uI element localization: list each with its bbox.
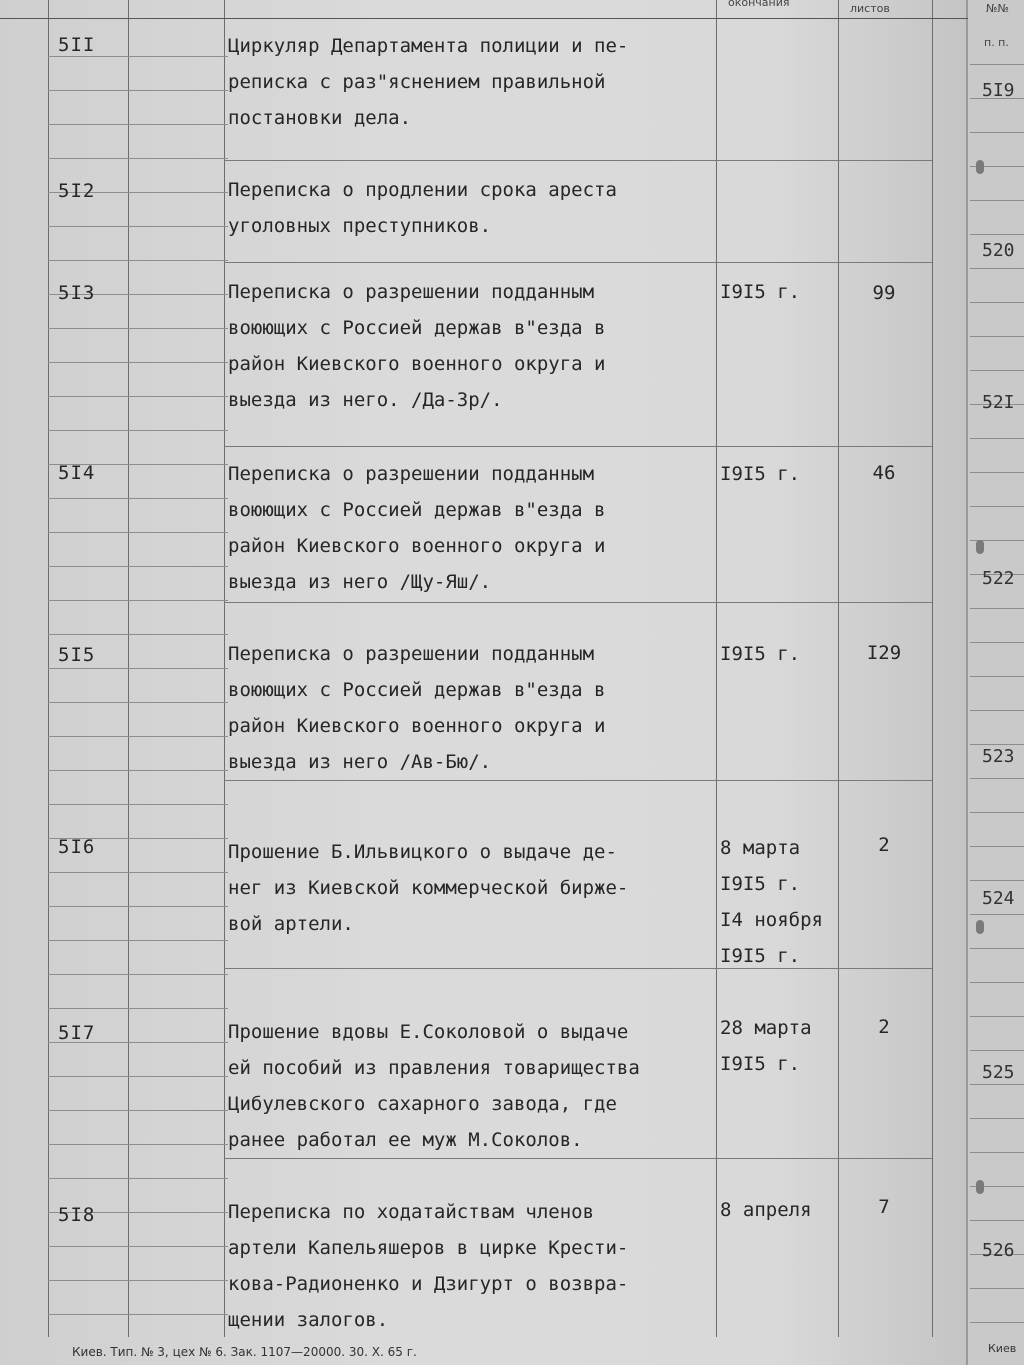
ruled-line <box>970 200 1024 201</box>
ruled-line <box>970 1152 1024 1153</box>
ruled-line <box>970 1322 1024 1323</box>
record-separator <box>224 780 932 781</box>
ruled-line <box>970 472 1024 473</box>
ruled-line <box>970 744 1024 745</box>
ruled-line <box>48 940 228 941</box>
ruled-line <box>970 642 1024 643</box>
record-sheets: 7 <box>878 1196 890 1218</box>
ruled-line <box>970 846 1024 847</box>
ruled-line <box>970 948 1024 949</box>
adjacent-page-number: 520 <box>982 240 1015 261</box>
ruled-line <box>48 328 228 329</box>
ruled-line <box>970 1084 1024 1085</box>
ruled-line <box>970 506 1024 507</box>
record-sheets: 2 <box>878 834 890 856</box>
adjacent-page-number: 52I <box>982 392 1015 413</box>
ruled-line <box>970 64 1024 65</box>
ruled-line <box>970 302 1024 303</box>
record-sheets: 46 <box>872 462 896 484</box>
record-title: Прошение вдовы Е.Соколовой о выдаче ей пособий из правления товарищества Цибулевского сахарного завода, где ранее работал ее муж М.Соколов. <box>228 1021 640 1151</box>
ruled-line <box>48 634 228 635</box>
ruled-line <box>970 914 1024 915</box>
ruled-line <box>48 1110 228 1111</box>
record-sheets: 99 <box>872 282 896 304</box>
header-date: окончания <box>728 0 790 9</box>
record-title: Переписка о продлении срока ареста уголовных преступников. <box>228 179 617 237</box>
record-date: 8 апреля <box>720 1199 812 1221</box>
ruled-line <box>970 1016 1024 1017</box>
record-date: I9I5 г. <box>720 463 801 485</box>
ruled-line <box>48 1076 228 1077</box>
ruled-line <box>970 880 1024 881</box>
record-number: 5I6 <box>58 836 96 858</box>
ruled-line <box>48 974 228 975</box>
ruled-line <box>48 430 228 431</box>
record-date: I9I5 г. <box>720 281 801 303</box>
ruled-line <box>48 396 228 397</box>
record-title: Переписка о разрешении подданным воюющих с Россией держав в"езда в район Киевского военного округа и выезда из него /Ав-Бю/. <box>228 643 606 773</box>
record-date: 28 марта I9I5 г. <box>720 1017 812 1075</box>
ruled-line <box>970 438 1024 439</box>
ruled-line <box>48 804 228 805</box>
ruled-line <box>48 226 228 227</box>
ruled-line <box>48 124 228 125</box>
column-rule <box>716 0 717 1337</box>
ruled-line <box>970 268 1024 269</box>
ruled-line <box>970 132 1024 133</box>
printer-imprint-right: Киев <box>988 1342 1017 1355</box>
column-rule <box>932 0 933 1337</box>
ruled-line <box>48 1314 228 1315</box>
ruled-line <box>48 1280 228 1281</box>
ruled-line <box>48 600 228 601</box>
adjacent-page-number: 526 <box>982 1240 1015 1261</box>
record-number: 5I2 <box>58 180 96 202</box>
record-title: Переписка по ходатайствам членов артели Капельяшеров в цирке Крести- кова-Радионенко и Дзигурт о возвра- щении залогов. <box>228 1201 629 1331</box>
ruled-line <box>970 778 1024 779</box>
binding-hole <box>976 1180 984 1194</box>
record-sheets: 2 <box>878 1016 890 1038</box>
ruled-line <box>48 158 228 159</box>
record-number: 5I5 <box>58 644 96 666</box>
ruled-line <box>970 336 1024 337</box>
ruled-line <box>48 1246 228 1247</box>
record-separator <box>224 446 932 447</box>
adjacent-page-number: 5I9 <box>982 80 1015 101</box>
record-number: 5I4 <box>58 462 96 484</box>
next-page-edge <box>966 0 1024 1365</box>
ruled-line <box>48 362 228 363</box>
header-number-right: №№ <box>986 2 1009 15</box>
ruled-line <box>970 370 1024 371</box>
record-separator <box>224 602 932 603</box>
record-sheets: I29 <box>866 642 902 664</box>
header-number-right-sub: п. п. <box>984 36 1009 49</box>
header-sheets: листов <box>850 2 890 15</box>
ruled-line <box>970 982 1024 983</box>
ruled-line <box>48 532 228 533</box>
record-title: Переписка о разрешении подданным воюющих с Россией держав в"езда в район Киевского военного округа и выезда из него. /Да-Зр/. <box>228 281 606 411</box>
ruled-line <box>970 1288 1024 1289</box>
adjacent-page-number: 525 <box>982 1062 1015 1083</box>
record-date: 8 марта I9I5 г. I4 ноября I9I5 г. <box>720 837 823 967</box>
ruled-line <box>970 1050 1024 1051</box>
ruled-line <box>48 702 228 703</box>
ruled-line <box>970 812 1024 813</box>
record-title: Прошение Б.Ильвицкого о выдаче де- нег из Киевской коммерческой бирже- вой артели. <box>228 841 629 935</box>
record-separator <box>224 1158 932 1159</box>
ruled-line <box>48 1008 228 1009</box>
ruled-line <box>48 90 228 91</box>
record-date: I9I5 г. <box>720 643 801 665</box>
ruled-line <box>48 498 228 499</box>
record-number: 5I3 <box>58 282 96 304</box>
record-number: 5I7 <box>58 1022 96 1044</box>
ruled-line <box>48 770 228 771</box>
record-number: 5I8 <box>58 1204 96 1226</box>
adjacent-page-number: 523 <box>982 746 1015 767</box>
ruled-line <box>970 710 1024 711</box>
binding-hole <box>976 540 984 554</box>
ruled-line <box>48 1178 228 1179</box>
ruled-line <box>970 234 1024 235</box>
adjacent-page-number: 524 <box>982 888 1015 909</box>
ruled-line <box>48 260 228 261</box>
ruled-line <box>48 566 228 567</box>
ruled-line <box>48 56 228 57</box>
record-number: 5II <box>58 34 96 56</box>
binding-hole <box>976 920 984 934</box>
record-separator <box>224 262 932 263</box>
ruled-line <box>970 676 1024 677</box>
ruled-line <box>48 1144 228 1145</box>
header-rule <box>0 18 968 19</box>
record-title: Переписка о разрешении подданным воюющих с Россией держав в"езда в район Киевского военного округа и выезда из него /Щу-Яш/. <box>228 463 606 593</box>
ruled-line <box>48 668 228 669</box>
printer-imprint: Киев. Тип. № 3, цех № 6. Зак. 1107—20000. 30. X. 65 г. <box>72 1345 417 1359</box>
ruled-line <box>48 736 228 737</box>
record-separator <box>224 160 932 161</box>
ruled-line <box>48 906 228 907</box>
ruled-line <box>48 872 228 873</box>
ruled-line <box>970 1118 1024 1119</box>
record-title: Циркуляр Департамента полиции и пе- реписка с раз"яснением правильной постановки дела. <box>228 35 629 129</box>
ruled-line <box>970 608 1024 609</box>
adjacent-page-number: 522 <box>982 568 1015 589</box>
binding-hole <box>976 160 984 174</box>
ruled-line <box>970 1220 1024 1221</box>
